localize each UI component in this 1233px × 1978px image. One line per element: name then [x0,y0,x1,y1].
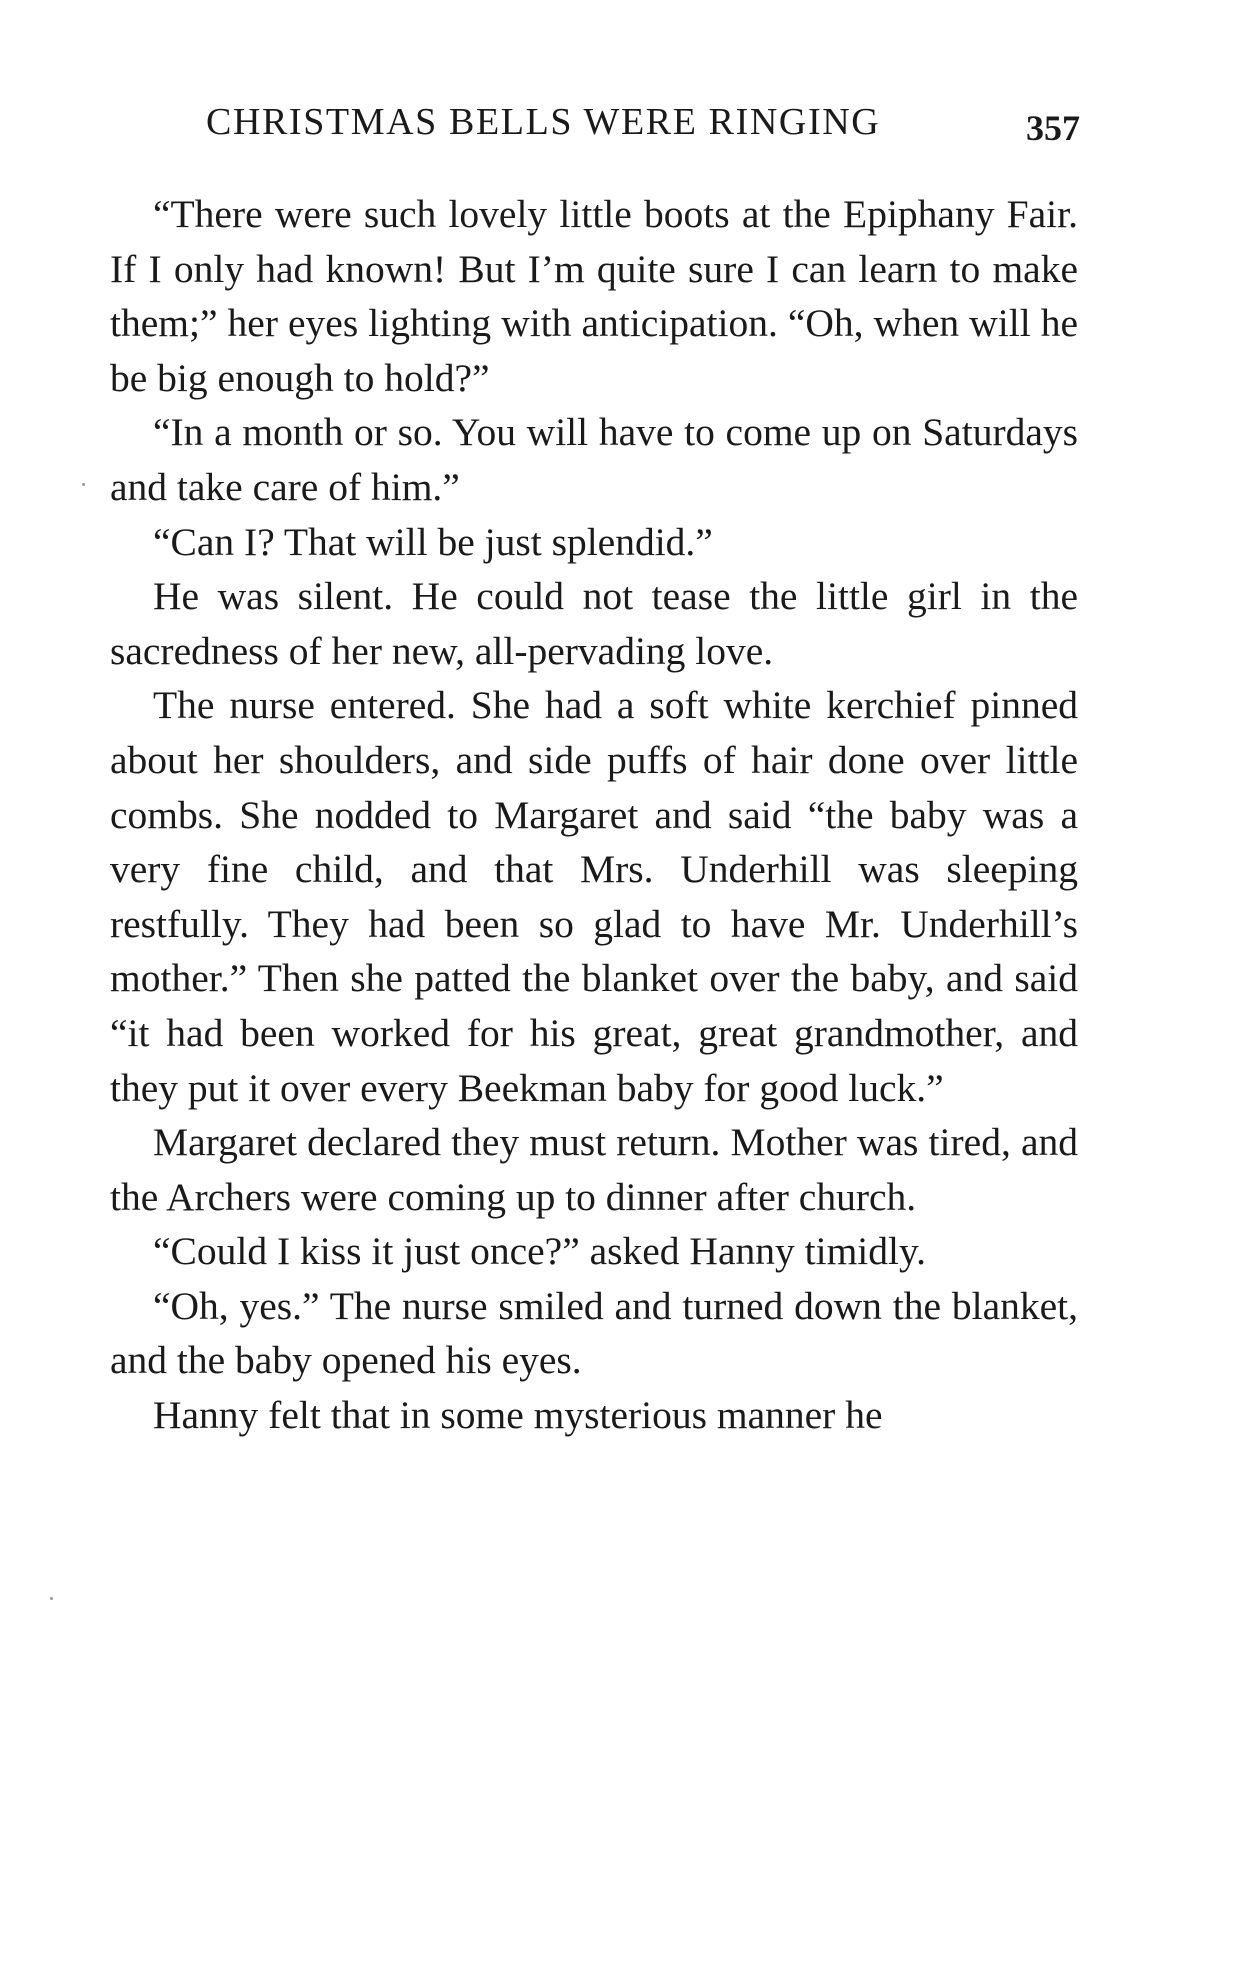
margin-speck [50,1597,53,1600]
paragraph: Hanny felt that in some mysterious manner he [153,1393,883,1438]
paragraph: He was silent. He could not tease the little girl in the sacredness of her new, all-pervading love. [110,574,1078,673]
page-number: 357 [1026,108,1080,148]
paragraph: “There were such lovely little boots at the Epiphany Fair. If I only had known! But I’m quite sure I can learn to make them;” her eyes lighting with anticipation. “Oh, when will he be big enough to hold?” [110,192,1078,400]
paragraph: “Can I? That will be just splendid.” [153,519,713,564]
running-title: CHRISTMAS BELLS WERE RINGING [206,101,881,143]
paragraph: Margaret declared they must return. Mother was tired, and the Archers were coming up to dinner after church. [110,1120,1078,1219]
paragraph: “Oh, yes.” The nurse smiled and turned down the blanket, and the baby opened his eyes. [110,1283,1078,1383]
running-head [110,98,1080,146]
body-text [110,187,1078,1443]
paragraph: “Could I kiss it just once?” asked Hanny timidly. [153,1229,927,1274]
paragraph: The nurse entered. She had a soft white kerchief pinned about her shoulders, and side puffs of hair done over little combs. She nodded to Margaret and said “the baby was a very fine child, and that Mrs. Underhill was sleeping restfully. They had been so glad to have Mr. Underhill’s mother.” Then she patted the blanket over the baby, and said “it had been worked for his great, great grandmother, and they put it over every Beekman baby for good luck.” [110,683,1078,1110]
paragraph: “In a month or so. You will have to come up on Saturdays and take care of him.” [110,410,1078,509]
margin-speck [82,483,85,486]
